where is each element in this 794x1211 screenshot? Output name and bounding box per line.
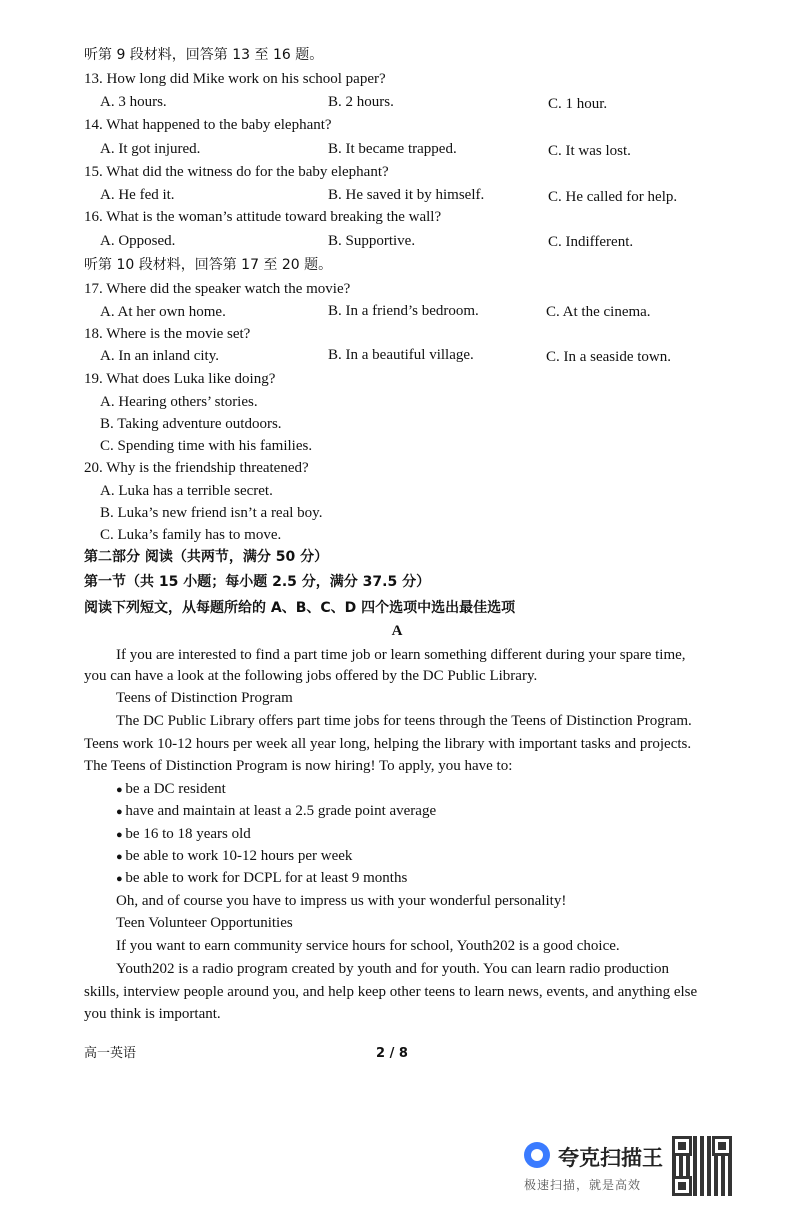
q14-stem: 14. What happened to the baby elephant? bbox=[84, 117, 332, 133]
section9-intro: 听第 9 段材料，回答第 13 至 16 题。 bbox=[84, 47, 324, 63]
q17-stem: 17. Where did the speaker watch the movie? bbox=[84, 281, 351, 297]
passage-p2-line1: The DC Public Library offers part time jobs for teens through the Teens of Distinction Program. bbox=[116, 713, 692, 729]
part2-instruction: 阅读下列短文，从每题所给的 A、B、C、D 四个选项中选出最佳选项 bbox=[84, 600, 516, 616]
q17-option-c: C. At the cinema. bbox=[546, 304, 651, 320]
requirement-item: ● be 16 to 18 years old bbox=[116, 825, 251, 844]
q14-option-a: A. It got injured. bbox=[100, 141, 201, 157]
q19-stem: 19. What does Luka like doing? bbox=[84, 371, 276, 387]
q19-option-a: A. Hearing others’ stories. bbox=[100, 394, 258, 410]
passage-p2-line3: The Teens of Distinction Program is now hiring! To apply, you have to: bbox=[84, 758, 513, 774]
qr-code-icon bbox=[672, 1136, 732, 1196]
q15-option-a: A. He fed it. bbox=[100, 187, 175, 203]
passage-p5-line3: you think is important. bbox=[84, 1006, 221, 1022]
q17-option-a: A. At her own home. bbox=[100, 304, 226, 320]
quark-logo-icon bbox=[524, 1142, 550, 1168]
q14-option-b: B. It became trapped. bbox=[328, 141, 457, 157]
q17-option-b: B. In a friend’s bedroom. bbox=[328, 303, 479, 319]
q20-option-a: A. Luka has a terrible secret. bbox=[100, 483, 273, 499]
footer-page-number: 2 / 8 bbox=[376, 1046, 408, 1061]
passage-p3: Oh, and of course you have to impress us with your wonderful personality! bbox=[116, 893, 567, 909]
q13-option-a: A. 3 hours. bbox=[100, 94, 167, 110]
q16-option-b: B. Supportive. bbox=[328, 233, 416, 249]
passage-heading-2: Teen Volunteer Opportunities bbox=[116, 915, 293, 931]
passage-p4: If you want to earn community service hours for school, Youth202 is a good choice. bbox=[116, 938, 620, 954]
requirement-item: ● be able to work 10-12 hours per week bbox=[116, 847, 352, 866]
q16-option-a: A. Opposed. bbox=[100, 233, 176, 249]
q13-option-b: B. 2 hours. bbox=[328, 94, 394, 110]
q15-option-b: B. He saved it by himself. bbox=[328, 187, 485, 203]
passage-p1-line2: you can have a look at the following jobs offered by the DC Public Library. bbox=[84, 668, 538, 684]
requirement-item: ● have and maintain at least a 2.5 grade point average bbox=[116, 802, 436, 821]
scanner-watermark bbox=[520, 1136, 670, 1196]
part2-section1: 第一节（共 15 小题；每小题 2.5 分，满分 37.5 分） bbox=[84, 574, 431, 590]
footer-subject: 高一英语 bbox=[84, 1046, 137, 1061]
q13-stem: 13. How long did Mike work on his school paper? bbox=[84, 71, 386, 87]
q14-option-c: C. It was lost. bbox=[548, 143, 631, 159]
passage-p2-line2: Teens work 10-12 hours per week all year long, helping the library with important tasks and projects. bbox=[84, 736, 692, 752]
passage-p5-line1: Youth202 is a radio program created by youth and for youth. You can learn radio production bbox=[116, 961, 669, 977]
q18-option-a: A. In an inland city. bbox=[100, 348, 219, 364]
q13-option-c: C. 1 hour. bbox=[548, 96, 608, 112]
q16-stem: 16. What is the woman’s attitude toward breaking the wall? bbox=[84, 209, 442, 225]
requirement-item: ● be able to work for DCPL for at least 9 months bbox=[116, 869, 407, 888]
passage-p5-line2: skills, interview people around you, and help keep other teens to learn news, events, and anything else bbox=[84, 984, 698, 1000]
watermark-brand: 夸克扫描王 bbox=[558, 1146, 663, 1170]
requirement-item: ● be a DC resident bbox=[116, 780, 226, 799]
q20-option-c: C. Luka’s family has to move. bbox=[100, 527, 282, 543]
watermark-slogan: 极速扫描，就是高效 bbox=[524, 1178, 642, 1192]
q19-option-b: B. Taking adventure outdoors. bbox=[100, 416, 282, 432]
part2-title: 第二部分 阅读（共两节，满分 50 分） bbox=[84, 549, 329, 565]
q19-option-c: C. Spending time with his families. bbox=[100, 438, 313, 454]
q18-option-c: C. In a seaside town. bbox=[546, 349, 671, 365]
section10-intro: 听第 10 段材料，回答第 17 至 20 题。 bbox=[84, 257, 333, 273]
q18-option-b: B. In a beautiful village. bbox=[328, 347, 474, 363]
q15-stem: 15. What did the witness do for the baby elephant? bbox=[84, 164, 389, 180]
passage-heading-1: Teens of Distinction Program bbox=[116, 690, 293, 706]
q20-option-b: B. Luka’s new friend isn’t a real boy. bbox=[100, 505, 323, 521]
q16-option-c: C. Indifferent. bbox=[548, 234, 634, 250]
q15-option-c: C. He called for help. bbox=[548, 189, 678, 205]
q18-stem: 18. Where is the movie set? bbox=[84, 326, 251, 342]
passage-label: A bbox=[391, 623, 403, 639]
passage-p1-line1: If you are interested to find a part time job or learn something different during your spare time, bbox=[116, 647, 686, 663]
q20-stem: 20. Why is the friendship threatened? bbox=[84, 460, 309, 476]
